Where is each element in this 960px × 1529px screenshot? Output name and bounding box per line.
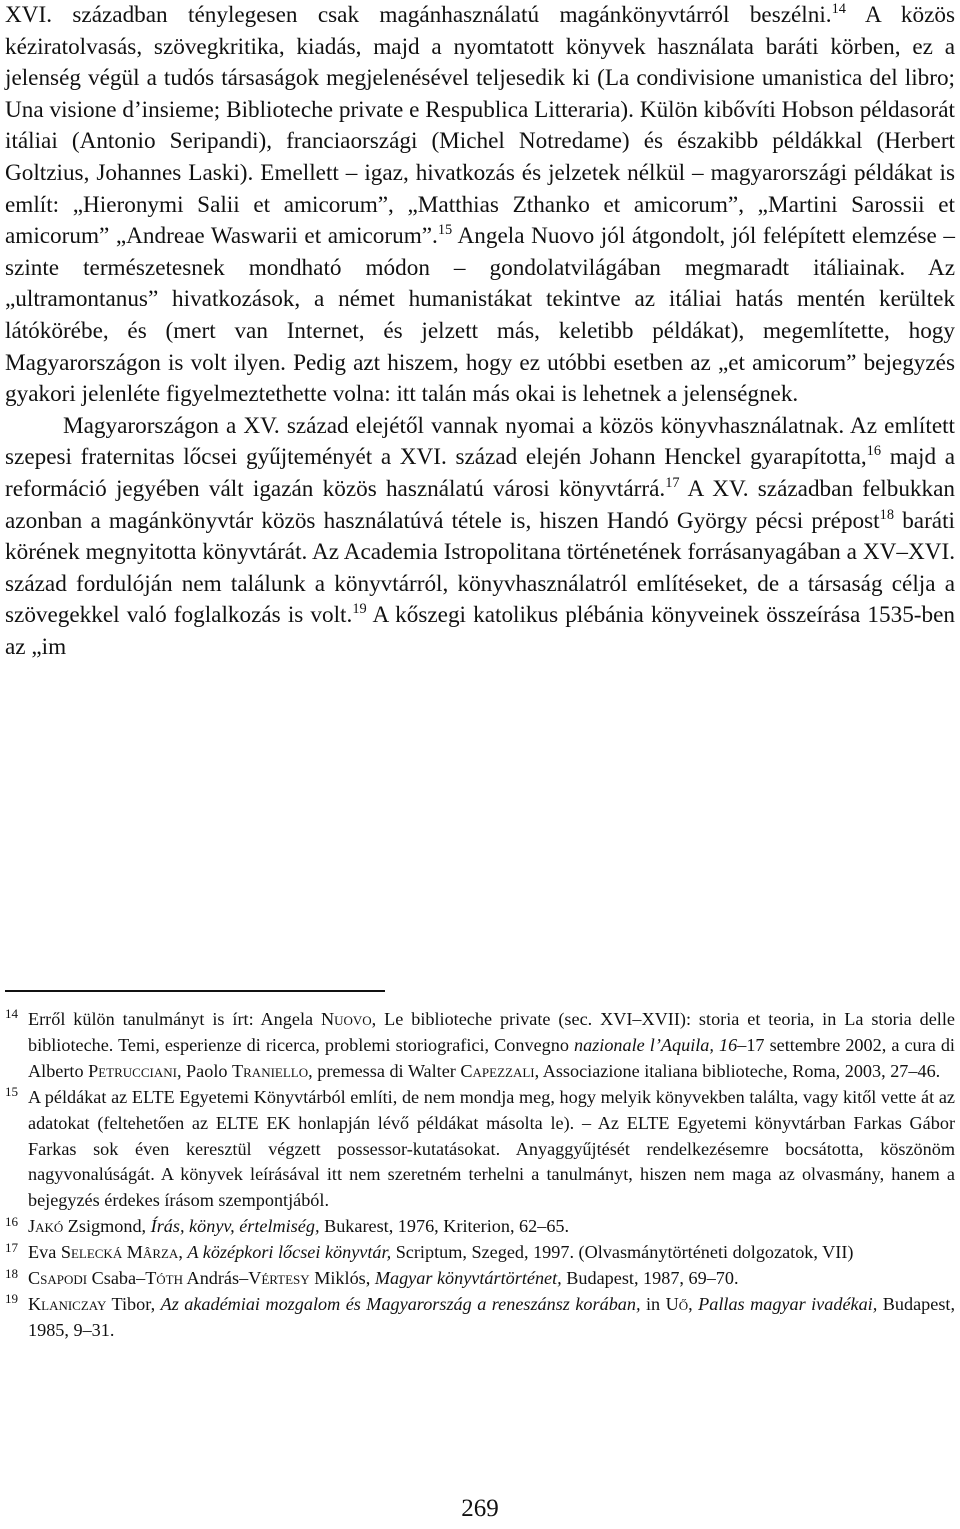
text-run: András– [183, 1268, 249, 1289]
author-name: Traniello [232, 1060, 309, 1081]
text-run: , Associazione italiana biblioteche, Roma, 2003, 27–46. [534, 1060, 941, 1081]
text-run: A példákat az ELTE Egyetemi Könyvtárból említi, de nem mondja meg, hogy melyik könyvekben találta, vagy kitől vette át az adatokat (feltehetően az ELTE EK honlapján lévő példákat másolta le). – Az ELTE Egyetemi könyvtárban Farkas Gábor Farkas sok éven keresztül végzett possessor-kutatásokat. Anyaggyűjtését rendelkezésemre bocsátotta, köszönöm nagyvonalúságát. A könyvek leírásával itt nem szeretném terhelni a tanulmányt, hiszen nem maga az olvasmány, hanem a bejegyzés érdekes írásom szempontjából. [28, 1086, 955, 1211]
paragraph-2 [5, 411, 955, 664]
author-name: Jakó [28, 1216, 64, 1237]
author-name: Selecká Mârza [60, 1242, 179, 1263]
text-run: in [640, 1293, 666, 1314]
text-run: , premessa di Walter [308, 1060, 461, 1081]
text-run: Csaba– [87, 1268, 146, 1289]
text-run: A XV. században felbukkan azonban a magánkönyvtár közös használatúvá tétele is, hiszen Handó György pécsi prépost [5, 475, 955, 534]
footnote-ref-14[interactable]: 14 [831, 1, 846, 18]
book-title: Az akadémiai mozgalom és Magyarország a reneszánsz korában, [160, 1293, 641, 1314]
author-name: Uő [665, 1293, 689, 1314]
text-run: majd a reformáció jegyében vált igazán közös használatú városi könyvtárrá. [5, 444, 956, 502]
text-run: Budapest, 1985, 9–31. [28, 1293, 955, 1340]
text-run: Scriptum, Szeged, 1997. (Olvasmánytörténeti dolgozatok, VII) [391, 1242, 854, 1263]
book-title: Írás, könyv, értelmiség, [150, 1216, 320, 1237]
text-run: XVI. században ténylegesen csak magánhasználatú magánkönyvtárról beszélni. [5, 2, 832, 28]
footnote-ref-17[interactable]: 17 [665, 475, 680, 491]
book-title: A középkori lőcsei könyvtár, [187, 1242, 392, 1263]
footnote-19: 19 Klaniczay Tibor, Az akadémiai mozgalom és Magyarország a reneszánsz korában, in Uő, Pallas magyar ivadékai, Budapest, 1985, 9–31. [5, 1291, 955, 1340]
text-run: A közös kéziratolvasás, szövegkritika, kiadás, majd a nyomtatott könyvek használata baráti körben, ez a jelenség végül a tudós társaságok megjelenésével teljesedik ki (La condivisione umanistica del libro; Una visione d’insieme; Biblioteche private e Respublica Litteraria). Külön kibővíti Hobson példasorát itáliai (Antonio Seripandi), franciaországi (Michel Notredame) és északibb példákkal (Herbert Goltzius, Johannes Laski). Emellett – igaz, hivatkozás és jelzetek nélkül – magyarországi példákat is említ: „Hieronymi Salii et amicorum”, „Matthias Zthanko et amicorum”, „Martini Sarossii et amicorum” „Andreae Waswarii et amicorum”. [5, 2, 955, 250]
footnote-ref-18[interactable]: 18 [879, 506, 894, 523]
footnote-17: 17 Eva Selecká Mârza, A középkori lőcsei könyvtár, Scriptum, Szeged, 1997. (Olvasmánytörténeti dolgozatok, VII) [5, 1239, 854, 1263]
footnote-16: 16 Jakó Zsigmond, Írás, könyv, értelmiség, Bukarest, 1976, Kriterion, 62–65. [5, 1213, 570, 1237]
text-run: , [178, 1242, 188, 1263]
author-name: Tóth [145, 1268, 184, 1289]
author-name: Klaniczay [28, 1293, 107, 1314]
book-title: Pallas magyar ivadékai, [698, 1293, 878, 1314]
text-run: A kőszegi katolikus plébánia könyveinek összeírása 1535-ben az „im [5, 602, 955, 660]
main-text [5, 0, 955, 663]
page-number: 269 [461, 1495, 499, 1522]
footnote-ref-19[interactable]: 19 [352, 601, 367, 618]
text-run: , Paolo [176, 1060, 233, 1081]
text-run: Erről külön tanulmányt is írt: Angela [28, 1009, 321, 1029]
author-name: Petrucciani [88, 1060, 177, 1081]
italic-text: nazionale l’Aquila, 16 [574, 1034, 738, 1055]
text-run: Angela Nuovo jól átgondolt, jól felépített elemzése – szinte természetesnek mondható módon – gondolatvilágában megmaradt itáliainak. Az „ultramontanus” hivatkozások, a német humanistákat tekintve az itáliai hatás mentén kerültek látókörébe, és (mert van Internet, és jelzett más, keletibb példákat), megemlítette, hogy Magyarországon is volt ilyen. Pedig azt hiszem, hogy ez utóbbi esetben az „et amicorum” bejegyzés gyakori jelenléte figyelmeztethette volna: itt talán más okai is lehetnek a jelenségnek. [5, 223, 955, 408]
text-run: Zsigmond, [63, 1216, 151, 1237]
author-name: Nuovo [320, 1009, 372, 1029]
footnote-18: 18 Csapodi Csaba–Tóth András–Vértesy Miklós, Magyar könyvtártörténet, Budapest, 1987, 69–70. [5, 1265, 739, 1289]
footnote-separator [5, 990, 385, 992]
paragraph-1 [5, 0, 955, 411]
footnote-14: 14 Erről külön tanulmányt is írt: Angela Nuovo, Le biblioteche private (sec. XVI–XVII): storia et teoria, in La storia delle biblioteche. Temi, esperienze di ricerca, problemi storiografici, Convegno nazionale l’Aquila, 16–17 settembre 2002, a cura di Alberto Petrucciani, Paolo Traniello, premessa di Walter Capezzali, Associazione italiana biblioteche, Roma, 2003, 27–46. [5, 1006, 955, 1081]
text-run: –17 settembre 2002, a cura di Alberto [28, 1034, 955, 1081]
text-run: Eva [28, 1242, 61, 1263]
text-run: Tibor, [106, 1293, 161, 1314]
footnote-ref-16[interactable]: 16 [866, 443, 882, 460]
text-run: , Le biblioteche private (sec. XVI–XVII): storia et teoria, in La storia delle biblioteche. Temi, esperienze di ricerca, problemi storiografici, Convegno [28, 1009, 955, 1055]
text-run: baráti körének megnyitotta könyvtárát. Az Academia Istropolitana történetének forrásanyagában a XV–XVI. század fordulóján nem találunk a könyvtárról, könyvhasználatról említéseket, de a társaság célja a szövegekkel való foglalkozás is volt. [5, 507, 955, 629]
footnote-15: 15 A példákat az ELTE Egyetemi Könyvtárból említi, de nem mondja meg, hogy melyik könyvekben találta, vagy kitől vette át az adatokat (feltehetően az ELTE EK honlapján lévő példákat másolta le). – Az ELTE Egyetemi könyvtárban Farkas Gábor Farkas sok éven keresztül végzett possessor-kutatásokat. Anyaggyűjtését rendelkezésemre bocsátotta, köszönöm nagyvonalúságát. A könyvek leírásával itt nem szeretném terhelni a tanulmányt, hiszen nem maga az olvasmány, hanem a bejegyzés érdekes írásom szempontjából. [5, 1084, 955, 1211]
text-run: Miklós, [309, 1268, 375, 1289]
author-name: Capezzali [460, 1060, 535, 1081]
author-name: Csapodi [28, 1268, 88, 1289]
text-run: Magyarországon a XV. század elejétől vannak nyomai a közös könyvhasználatnak. Az említett szepesi fraternitas lőcsei gyűjteményét a XVI. század elején Johann Henckel gyarapította, [5, 412, 955, 471]
text-run: Bukarest, 1976, Kriterion, 62–65. [319, 1216, 570, 1237]
footnote-ref-15[interactable]: 15 [437, 222, 453, 239]
text-run: , [688, 1293, 699, 1314]
author-name: Vértesy [248, 1268, 310, 1289]
book-title: Magyar könyvtártörténet, [374, 1268, 562, 1289]
text-run: Budapest, 1987, 69–70. [561, 1268, 739, 1289]
footnotes [5, 1007, 955, 1344]
